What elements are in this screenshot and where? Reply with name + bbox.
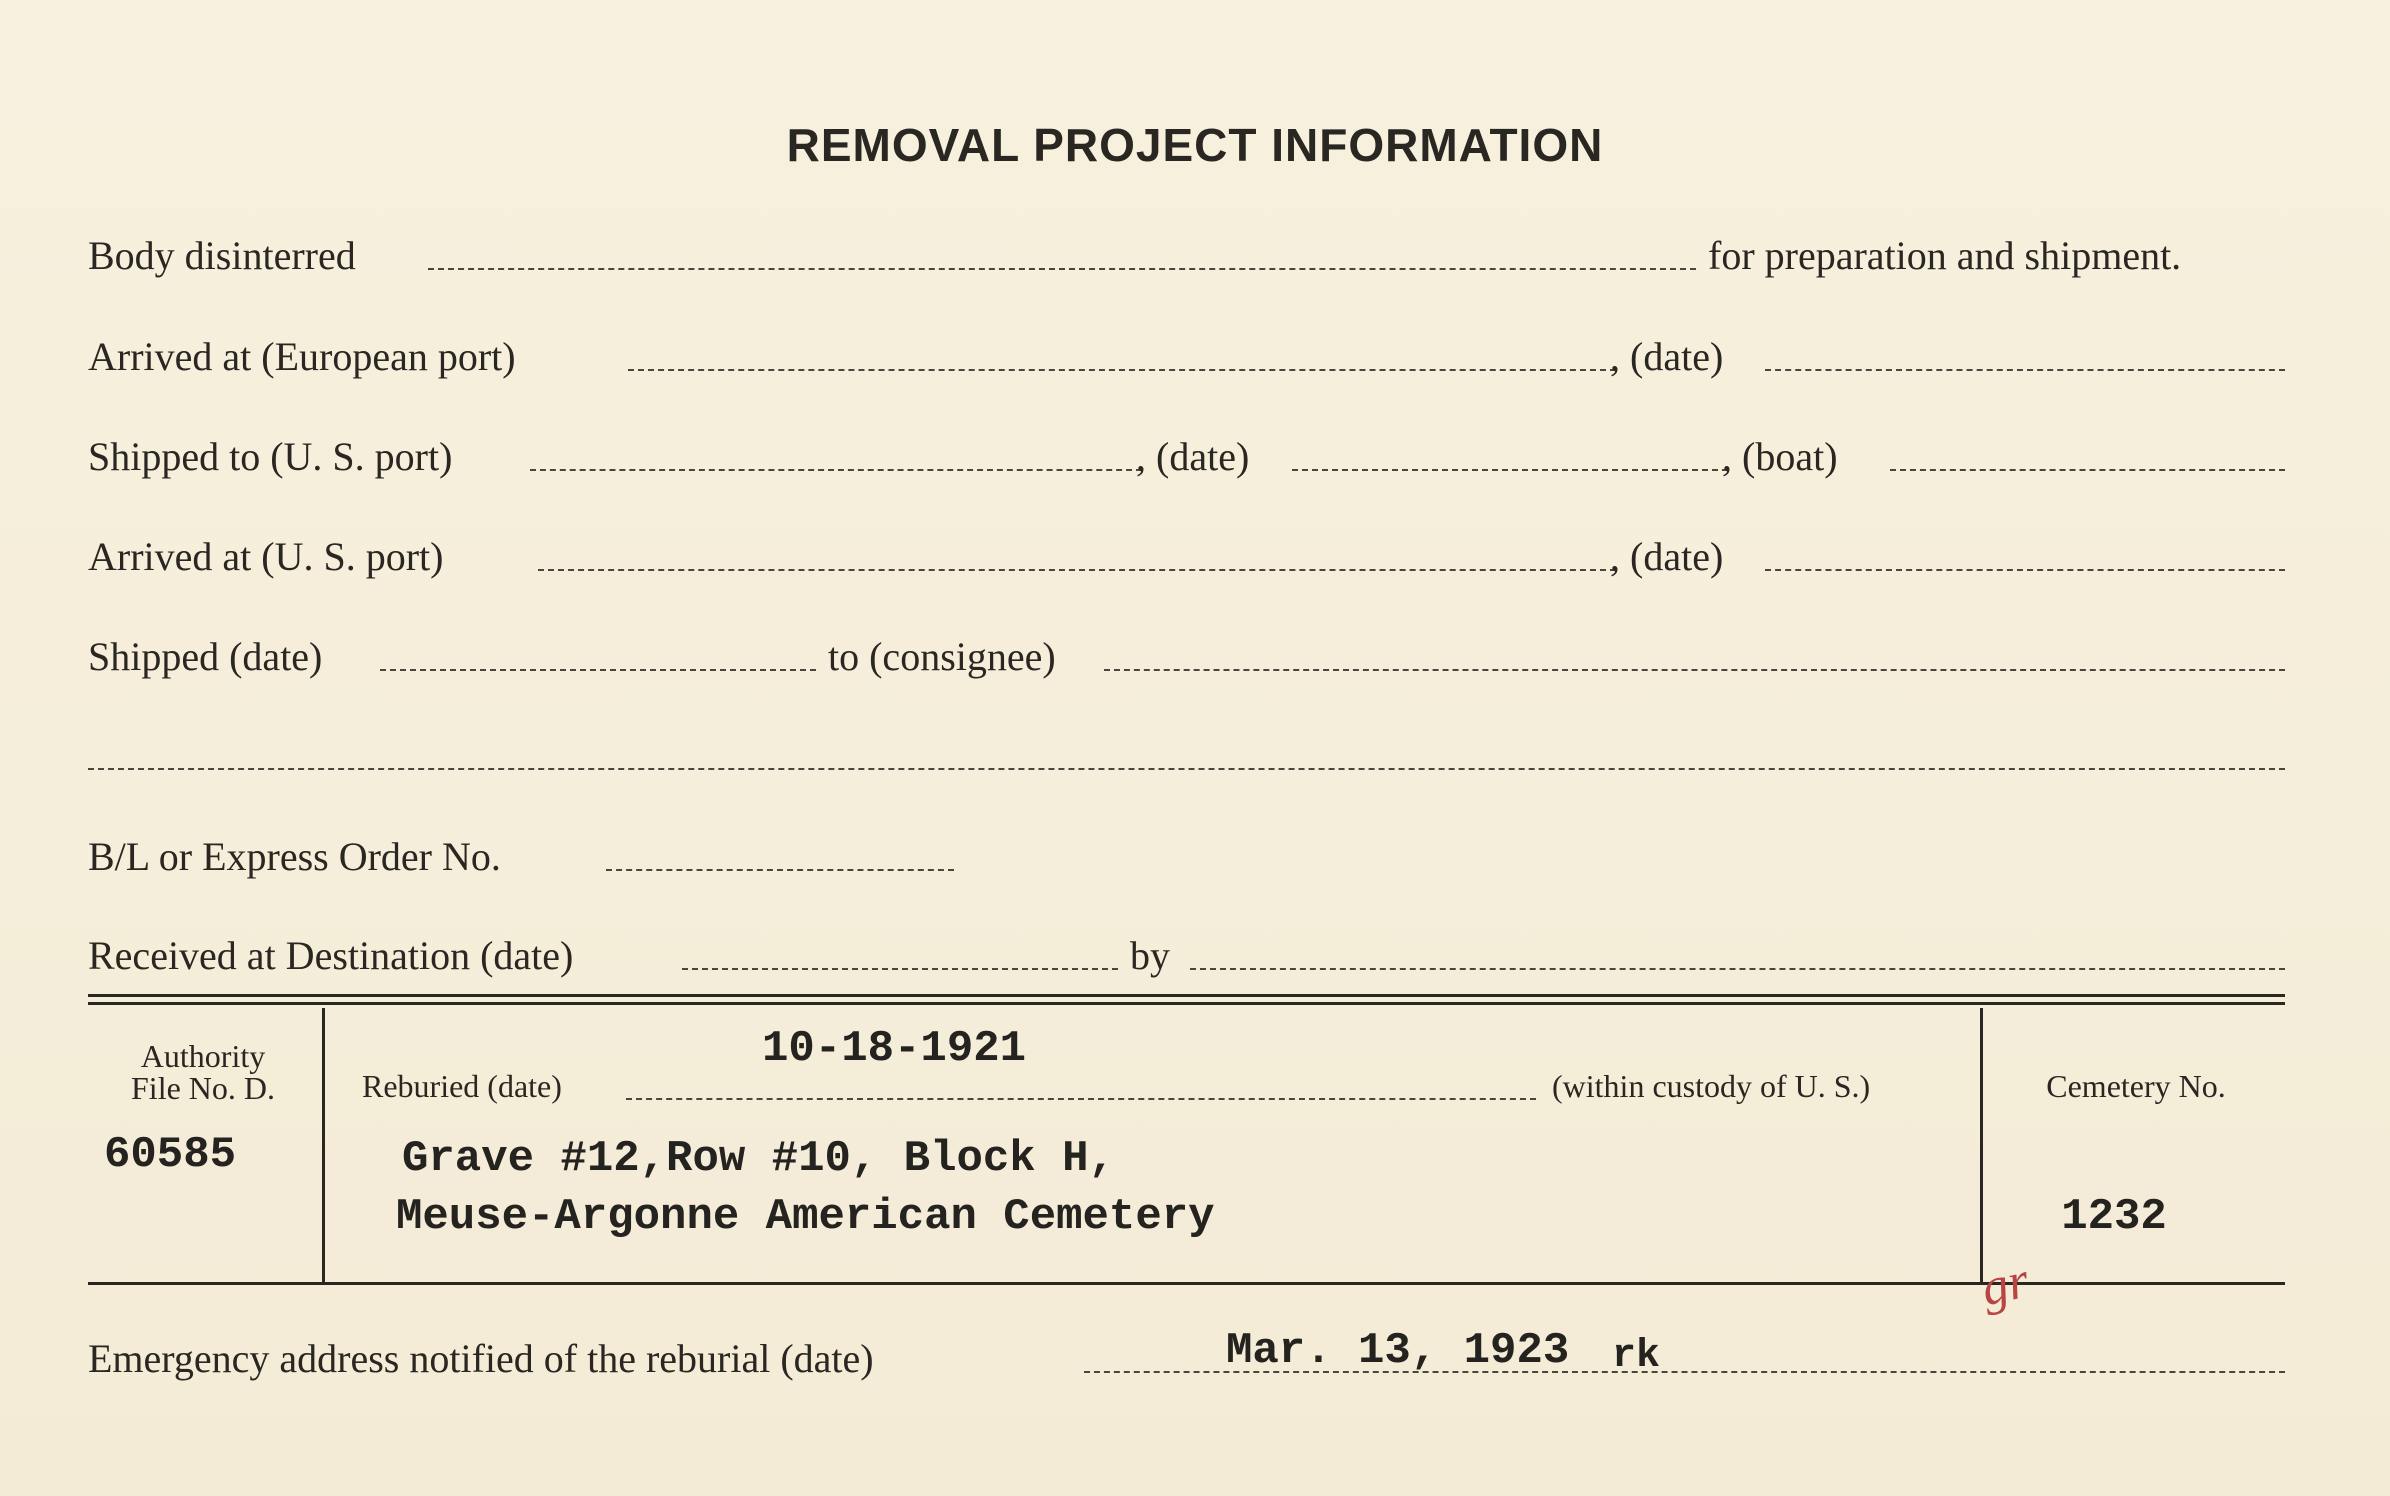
arrived-european-date-label: , (date) (1610, 334, 1724, 379)
shipped-to-us-label: Shipped to (U. S. port) (88, 434, 453, 479)
card-title: REMOVAL PROJECT INFORMATION (786, 119, 1604, 171)
shipped-date-label: Shipped (date) (88, 634, 323, 679)
body-disinterred-field (428, 268, 1696, 270)
shipped-to-us-date-field (1292, 469, 1728, 471)
boat-label: , (boat) (1722, 434, 1838, 479)
for-preparation-label: for preparation and shipment. (1708, 233, 2182, 278)
arrived-us-date-label: , (date) (1610, 534, 1724, 579)
emergency-date-value: Mar. 13, 1923 (1226, 1326, 1570, 1376)
grave-location-line-1: Grave #12,Row #10, Block H, (402, 1134, 1115, 1184)
arrived-european-label: Arrived at (European port) (88, 334, 516, 379)
shipped-to-us-field (530, 469, 1142, 471)
box-bottom-rule (88, 1282, 2285, 1285)
clerk-initials: rk (1612, 1334, 1661, 1379)
arrived-us-date-field (1765, 569, 2285, 571)
cemetery-no-label: Cemetery No. (2046, 1068, 2226, 1104)
authority-label: Authority (140, 1038, 266, 1074)
boat-field (1890, 469, 2285, 471)
box-divider-right (1980, 1008, 1983, 1282)
file-no-label: File No. D. (131, 1070, 275, 1106)
body-disinterred-label: Body disinterred (88, 233, 356, 278)
arrived-us-field (538, 569, 1616, 571)
consignee-field (1104, 669, 2285, 671)
received-destination-label: Received at Destination (date) (88, 933, 574, 978)
grave-location-line-2: Meuse-Argonne American Cemetery (396, 1192, 1215, 1242)
arrived-european-date-field (1765, 369, 2285, 371)
reburied-date-field (626, 1098, 1536, 1100)
box-top-rule-2 (88, 1002, 2285, 1005)
bl-order-label: B/L or Express Order No. (88, 834, 501, 879)
red-pencil-mark: gr (1976, 1251, 2034, 1318)
shipped-to-us-date-label: , (date) (1136, 434, 1250, 479)
reburied-label: Reburied (date) (362, 1068, 562, 1104)
reburied-date-value: 10-18-1921 (762, 1024, 1027, 1074)
by-label: by (1130, 933, 1170, 978)
custody-label: (within custody of U. S.) (1552, 1068, 1871, 1104)
arrived-us-label: Arrived at (U. S. port) (88, 534, 444, 579)
box-top-rule (88, 994, 2285, 997)
bl-order-field (606, 869, 954, 871)
received-destination-field (682, 968, 1118, 970)
by-field (1190, 968, 2285, 970)
authority-file-number: 60585 (104, 1130, 237, 1180)
shipped-date-field (380, 669, 816, 671)
blank-line (88, 768, 2285, 770)
cemetery-number: 1232 (2061, 1192, 2167, 1242)
box-divider-left (322, 1008, 325, 1282)
arrived-european-field (628, 369, 1616, 371)
emergency-label: Emergency address notified of the reburial (date) (88, 1336, 874, 1381)
consignee-label: to (consignee) (828, 634, 1056, 679)
